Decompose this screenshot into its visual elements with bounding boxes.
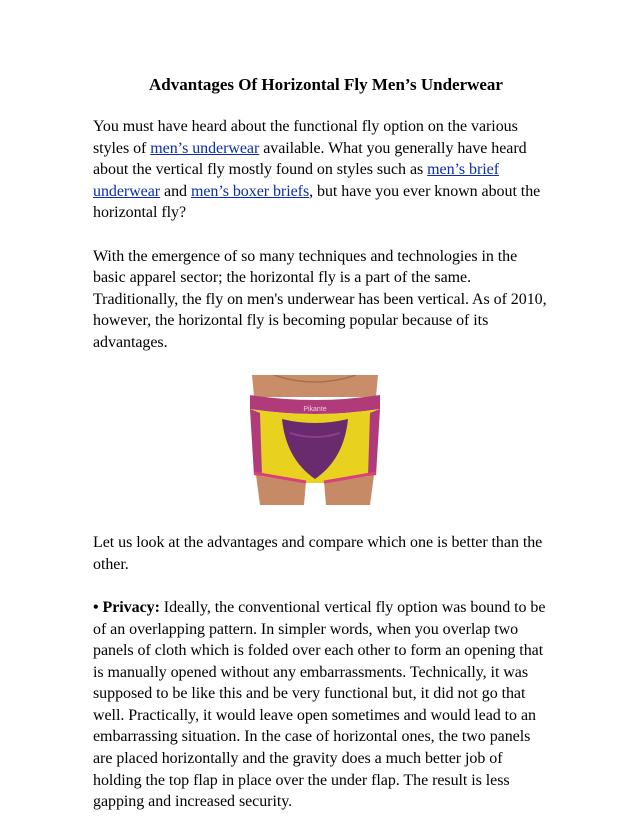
mens-boxer-briefs-link[interactable]: men’s boxer briefs [190,182,310,200]
brand-label: Pikante [303,406,327,414]
history-paragraph: With the emergence of so many techniques and technologies in the basic apparel sector; the horizontal fly is a part of the same. Traditionally, the fly on men's underwear has been vertical. As of 2010, however, the horizontal fly is becoming popular because of its advantages. [93,247,547,351]
article-title: Advantages Of Horizontal Fly Men’s Underwear [149,75,503,94]
intro-text-3: and [160,182,191,200]
intro-paragraph [93,116,553,224]
privacy-text: Ideally, the conventional vertical fly option was bound to be of an overlapping pattern. In simpler words, when you overlap two panels of cloth which is folded over each other to form an opening that is manually opened without any embarrassments. Technically, it was supposed to be like this and be very functional but, it did not go that well. Practically, it would leave open sometimes and would lead to an embarrassing situation. In the case of horizontal ones, the two panels are placed horizontally and the gravity does a much better job of holding the top flap in place over the under flap. The result is less gapping and increased security. [93,598,546,811]
intro-text-4: , but have you ever known about the horizontal fly? [93,182,541,222]
mens-brief-underwear-link[interactable]: men’s brief underwear [93,161,500,200]
intro-text-1: You must have heard about the functional fly option on the various styles of [93,118,518,157]
intro-text-2: available. What you generally have heard about the vertical fly mostly found on styles such as [93,139,527,179]
underwear-illustration [244,375,386,505]
document-page [93,74,553,834]
product-photo [244,375,386,505]
mens-underwear-link[interactable]: men’s underwear [150,139,260,157]
compare-paragraph: Let us look at the advantages and compare which one is better than the other. [93,534,543,573]
privacy-label: • Privacy: [93,598,160,616]
privacy-paragraph [93,597,553,813]
